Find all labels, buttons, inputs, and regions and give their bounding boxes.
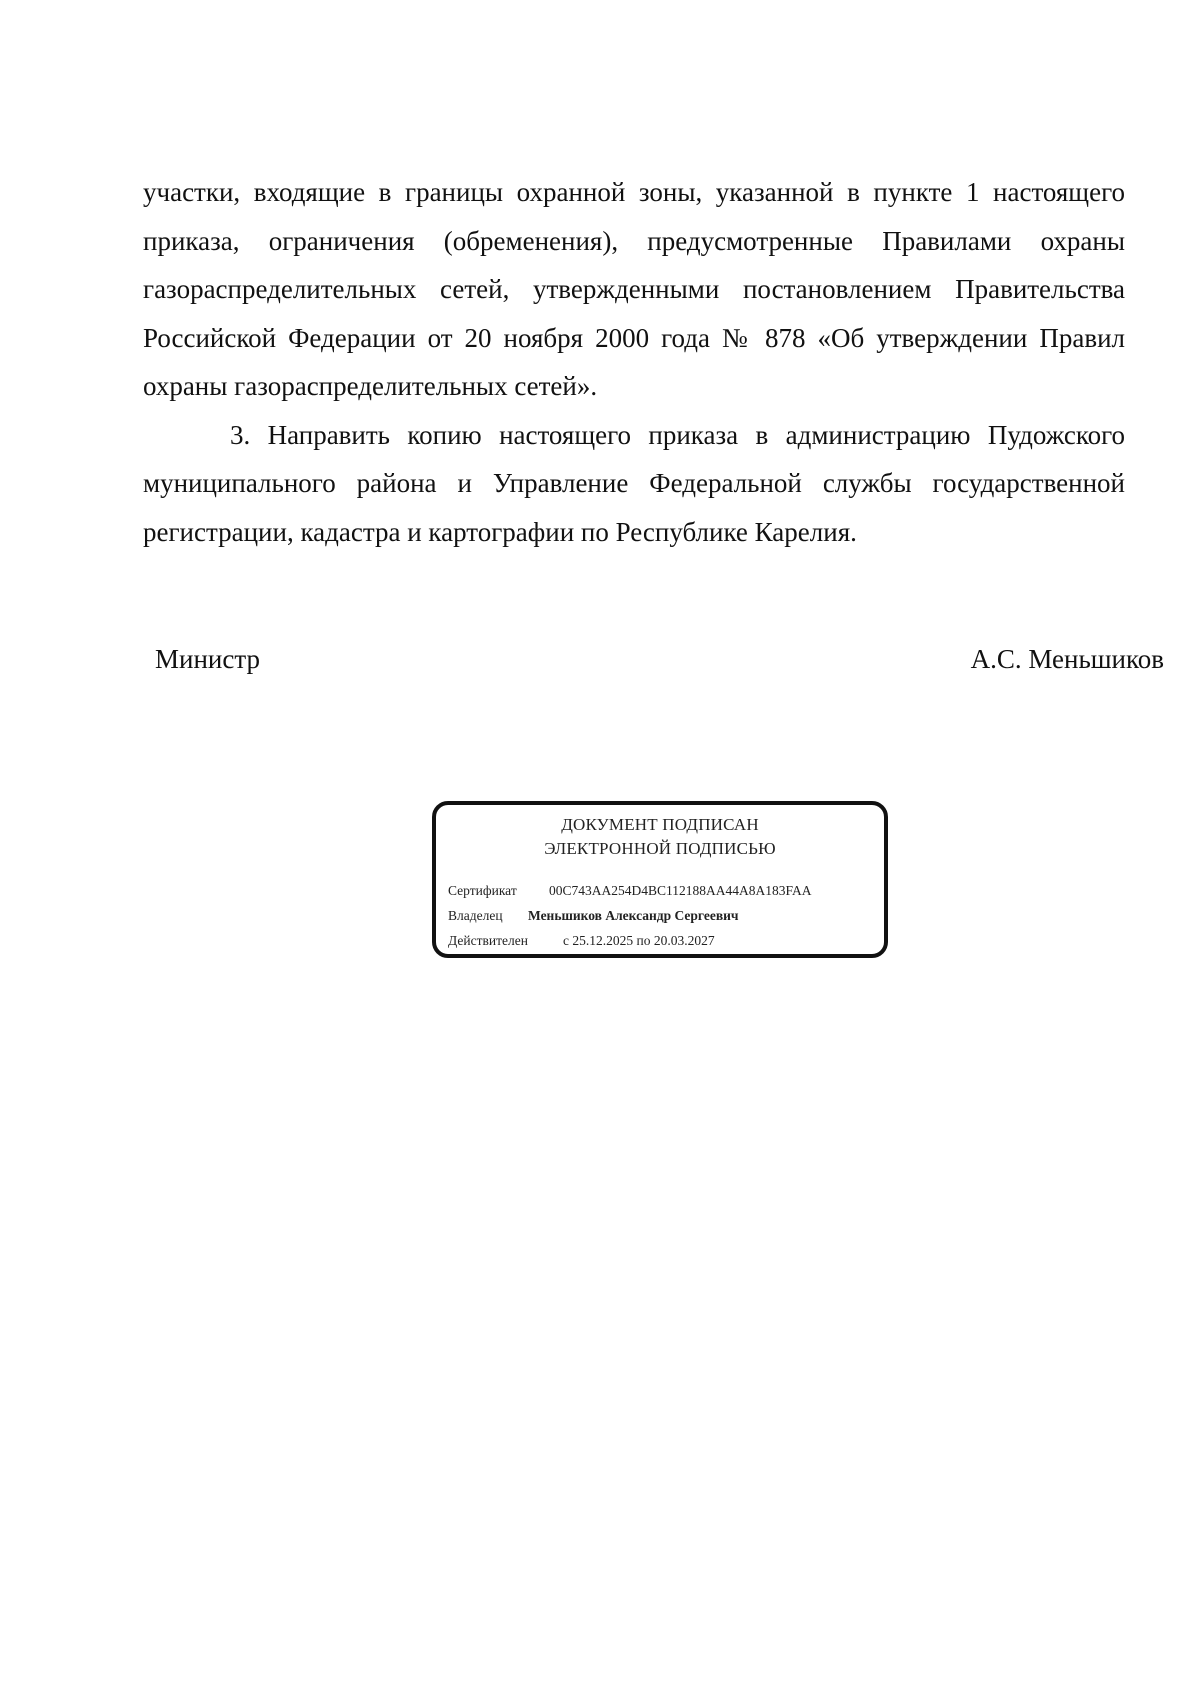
stamp-owner-row [448, 907, 739, 925]
body-line: участки, входящие в границы охранной зоны, указанной в пункте 1 настоящего [143, 177, 1125, 207]
stamp-certificate-row [448, 882, 812, 900]
body-line: охраны газораспределительных сетей». [143, 371, 598, 401]
stamp-heading-line: ЭЛЕКТРОННОЙ ПОДПИСЬЮ [544, 839, 776, 858]
body-line: Российской Федерации от 20 ноября 2000 года № 878 «Об утверждении Правил [143, 322, 1125, 353]
body-line: 3. Направить копию настоящего приказа в администрацию Пудожского [230, 419, 1125, 450]
electronic-signature-stamp [432, 801, 888, 958]
certificate-label: Сертификат [448, 883, 517, 898]
body-line: муниципального района и Управление Федеральной службы государственной [143, 468, 1125, 498]
document-body [143, 168, 1125, 556]
stamp-heading-line: ДОКУМЕНТ ПОДПИСАН [561, 815, 759, 834]
signatory-title: Министр [155, 644, 260, 674]
certificate-value: 00C743AA254D4BC112188AA44A8A183FAA [549, 883, 812, 898]
stamp-validity-row [448, 932, 715, 950]
body-line: регистрации, кадастра и картографии по Республике Карелия. [143, 516, 857, 547]
validity-label: Действителен [448, 933, 528, 948]
body-line: газораспределительных сетей, утвержденными постановлением Правительства [143, 274, 1125, 304]
owner-value: Меньшиков Александр Сергеевич [528, 908, 739, 923]
stamp-heading [436, 813, 884, 861]
validity-value: с 25.12.2025 по 20.03.2027 [563, 933, 715, 948]
owner-label: Владелец [448, 908, 503, 923]
signatory-name: А.С. Меньшиков [970, 644, 1164, 674]
body-line: приказа, ограничения (обременения), предусмотренные Правилами охраны [143, 225, 1125, 256]
